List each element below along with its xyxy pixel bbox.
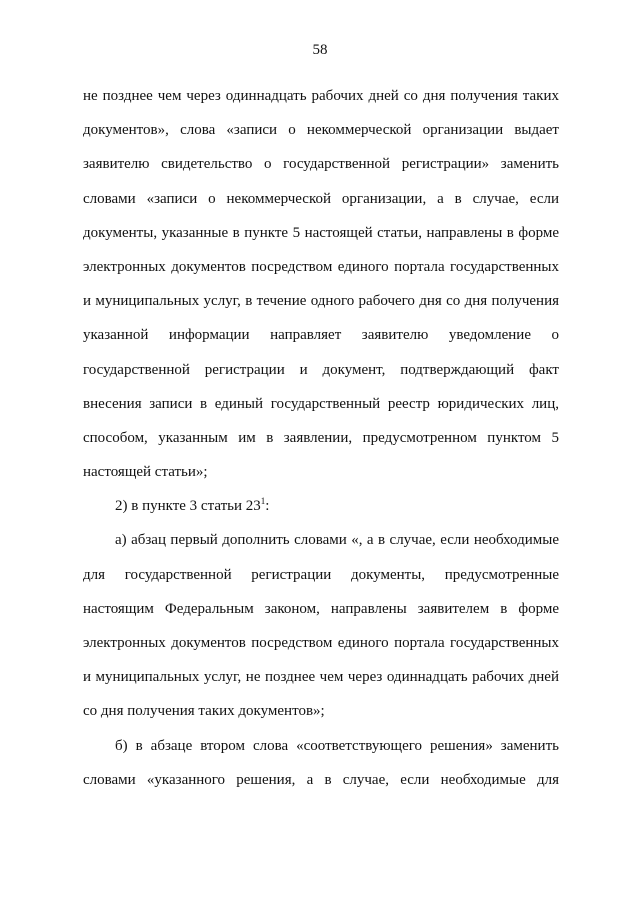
text-line: электронных документов посредством единого портала государственных — [83, 635, 559, 651]
text-line: документы, указанные в пункте 5 настоящей статьи, направлены в форме — [83, 224, 559, 241]
item-2-text: 2) в пункте 3 статьи 23 — [115, 498, 261, 515]
text-line: настоящим Федеральным законом, направлены заявителем в форме — [83, 600, 559, 617]
text-line: документов», слова «записи о некоммерческой организации выдает — [83, 122, 559, 139]
text-line: не позднее чем через одиннадцать рабочих дней со дня получения таких — [83, 88, 559, 104]
subitem-a — [83, 523, 559, 728]
item-2 — [83, 489, 559, 523]
text-line: внесения записи в единый государственный реестр юридических лиц, — [83, 395, 559, 412]
item-2-superscript: 1 — [260, 496, 266, 507]
text-line: заявителю свидетельство о государственной регистрации» заменить — [83, 156, 559, 173]
item-2-line — [83, 489, 559, 523]
text-line: указанной информации направляет заявителю уведомление о — [83, 327, 559, 344]
item-2-suffix: : — [265, 498, 270, 515]
text-line: словами «указанного решения, а в случае, если необходимые для — [83, 771, 559, 788]
text-line: для государственной регистрации документы, предусмотренные — [83, 566, 559, 583]
document-body — [83, 79, 559, 797]
paragraph-continuation — [83, 79, 559, 489]
text-line: словами «записи о некоммерческой организации, а в случае, если — [83, 190, 559, 207]
text-line: и муниципальных услуг, не позднее чем через одиннадцать рабочих дней — [83, 669, 559, 686]
text-line: настоящей статьи»; — [83, 464, 208, 481]
page-number: 58 — [312, 42, 328, 58]
text-line: государственной регистрации и документ, подтверждающий факт — [83, 361, 559, 378]
text-line: б) в абзаце втором слова «соответствующего решения» заменить — [115, 737, 559, 754]
text-line: и муниципальных услуг, в течение одного рабочего дня со дня получения — [83, 293, 559, 310]
text-line: а) абзац первый дополнить словами «, а в случае, если необходимые — [115, 532, 559, 549]
text-line: электронных документов посредством единого портала государственных — [83, 258, 559, 275]
text-line: способом, указанным им в заявлении, предусмотренном пунктом 5 — [83, 429, 559, 446]
text-line: со дня получения таких документов»; — [83, 703, 325, 720]
subitem-b — [83, 729, 559, 797]
